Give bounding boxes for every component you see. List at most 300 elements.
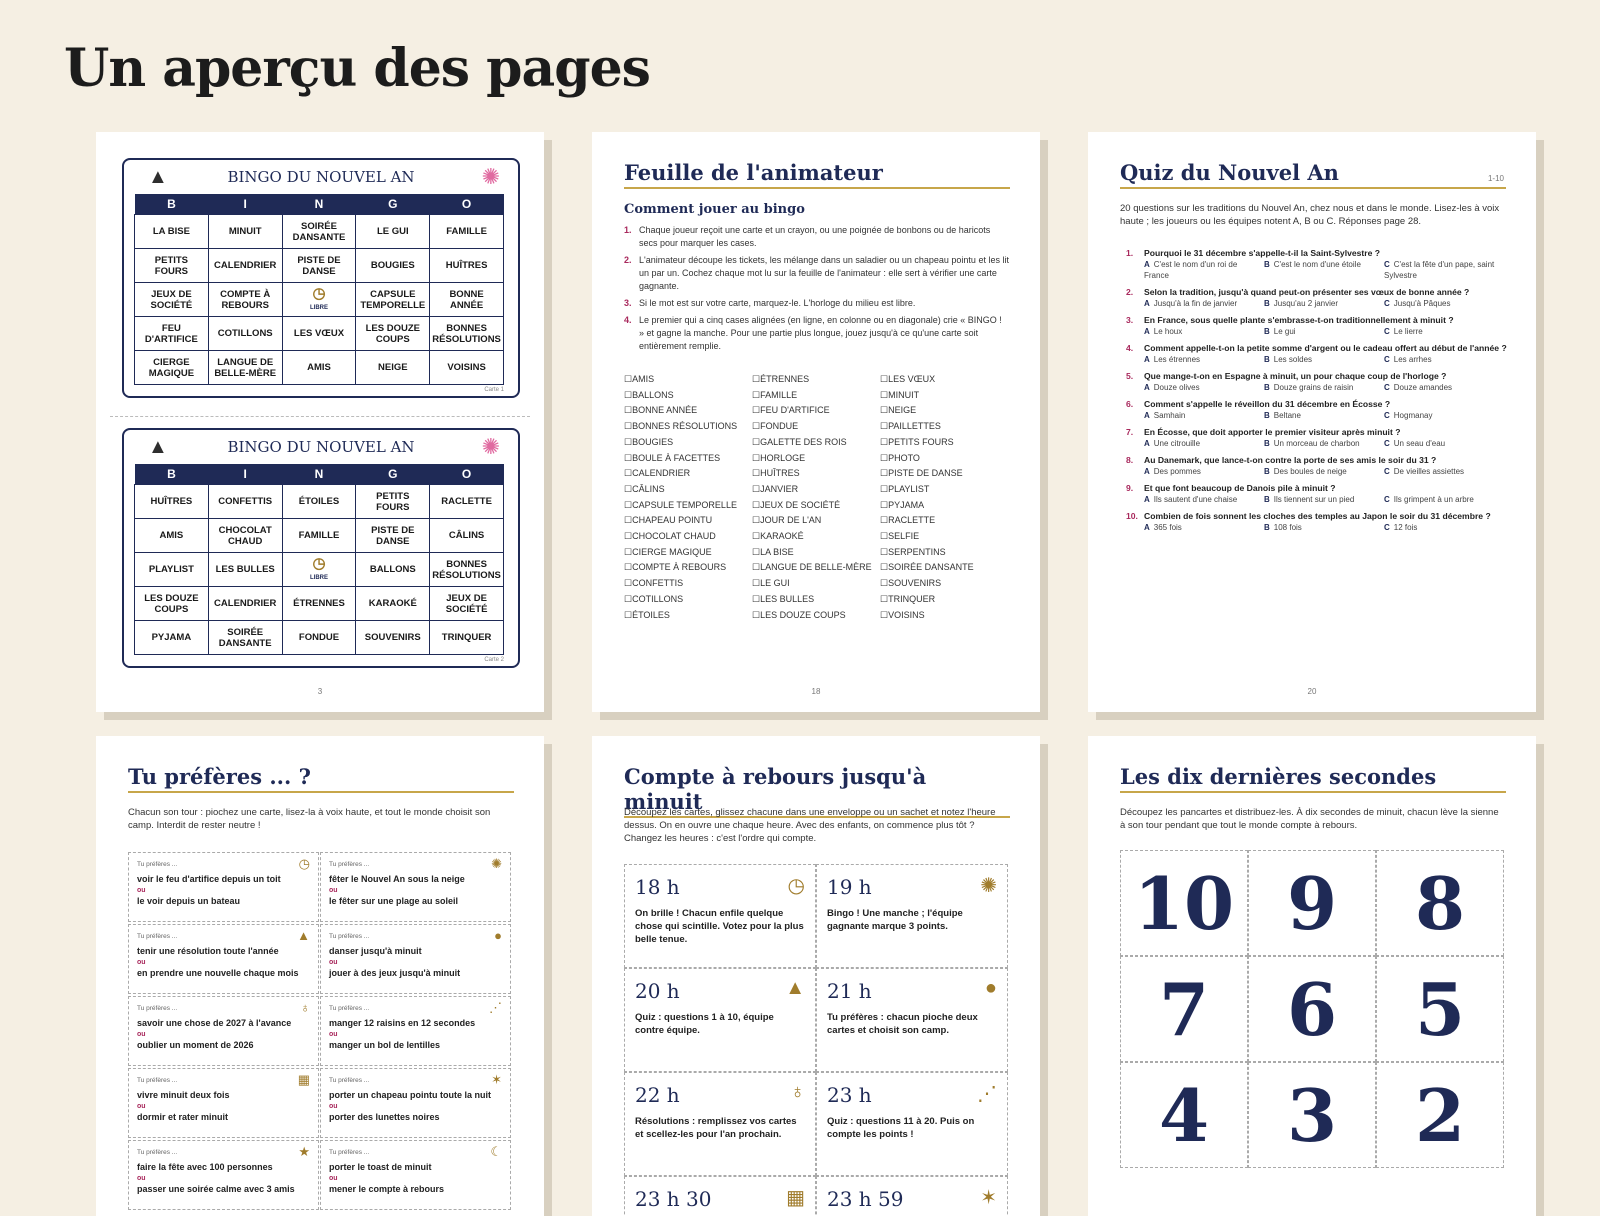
card-label: Tu préfères ... [329,1149,370,1156]
question-text [1120,287,1510,298]
option-letter: A [1144,383,1150,392]
instructions-list [624,224,1009,357]
card-label: Tu préfères ... [329,1005,370,1012]
option-letter: B [1264,523,1270,532]
number-signs [1120,850,1504,1216]
bingo-card-2 [122,428,520,668]
bingo-row [135,519,504,553]
bingo-cell: LA BISE [135,215,209,249]
bingo-cell: ÉTOILES [282,485,356,519]
instruction-step [624,254,1009,293]
firework-icon: ✺ [980,875,997,897]
checklist-word: ☐ CALENDRIER [624,466,737,482]
countdown-card [624,968,816,1072]
star-icon: ★ [298,1144,310,1159]
card-label: Tu préfères ... [329,933,370,940]
bingo-cell: AMIS [135,519,209,553]
option-b: mener le compte à rebours [329,1184,445,1194]
bingo-cell: RACLETTE [430,485,504,519]
or-label: ou [329,959,338,966]
question-number: 1. [1126,248,1134,258]
quiz-question [1120,399,1510,421]
animator-page [592,132,1040,712]
checklist-word: ☐ LES DOUZE COUPS [752,608,872,624]
checklist-word: ☐ CAPSULE TEMPORELLE [624,498,737,514]
calendar-icon: ▦ [786,1187,805,1209]
answer-options [1120,438,1510,449]
bingo-cell: LES DOUZE COUPS [135,587,209,621]
option-text: 365 fois [1153,523,1182,532]
clock-icon: ◷ [312,554,326,572]
countdown-number: 2 [1376,1062,1504,1168]
countdown-number: 6 [1248,956,1376,1062]
would-you-rather-card [320,924,511,994]
quiz-question [1120,315,1510,337]
or-label: ou [137,1103,146,1110]
question-number: 10. [1126,511,1138,521]
checklist-word: ☐ BONNES RÉSOLUTIONS [624,419,737,435]
option-letter: A [1144,299,1150,308]
option-text: Douze grains de raisin [1273,383,1354,392]
question-list [1120,248,1510,539]
option-letter: C [1384,260,1390,269]
card-text: Quiz : questions 1 à 10, équipe contre équipe. [635,1012,774,1036]
option-letter: C [1384,355,1390,364]
bingo-row [135,215,504,249]
countdown-page [592,736,1040,1216]
option-text: 12 fois [1393,523,1418,532]
question-number: 2. [1126,287,1134,297]
checklist-word: ☐ LA BISE [752,545,872,561]
quiz-question [1120,511,1510,533]
question-number: 4. [1126,343,1134,353]
bingo-cell: HUÎTRES [135,485,209,519]
option-letter: C [1384,327,1390,336]
answer-option [1384,466,1504,477]
clock-icon: ◷ [312,284,326,302]
option-text: Douze amandes [1393,383,1453,392]
option-text: C'est le nom d'une étoile [1273,260,1361,269]
question-number: 7. [1126,427,1134,437]
question-label: Comment appelle-t-on la petite somme d'argent ou le cadeau offert au début de l'année ? [1144,343,1507,353]
checklist-word: ☐ ÉTRENNES [752,372,872,388]
option-letter: B [1264,411,1270,420]
party-hat-icon: ▲ [148,166,168,188]
moon-icon: ☾ [490,1144,502,1159]
option-a: porter un chapeau pointu toute la nuit [329,1090,491,1100]
countdown-number: 4 [1120,1062,1248,1168]
checklist-word: ☐ BALLONS [624,388,737,404]
card-text: Résolutions : remplissez vos cartes et scellez-les pour l'an prochain. [635,1116,797,1140]
checklist-word: ☐ HUÎTRES [752,466,872,482]
answer-options [1120,298,1510,309]
bingo-cell: LE GUI [356,215,430,249]
or-label: ou [329,887,338,894]
would-you-rather-card [320,996,511,1066]
bingo-letter: O [430,464,504,485]
bingo-letter: G [356,464,430,485]
option-letter: A [1144,411,1150,420]
quiz-question [1120,287,1510,309]
card-text: Quiz : questions 11 à 20. Puis on compte les points ! [827,1116,975,1140]
card-hour: 19 h [827,875,872,899]
step-text: L'animateur découpe les tickets, les mélange dans un saladier ou un chapeau pointu et les lit un par un. Cochez chaque mot lu sur la feuille de l'animateur : elle sert à vérifier une carte gagnante. [639,255,1009,291]
bingo-row [135,587,504,621]
bingo-cell: FONDUE [282,621,356,655]
party-popper-icon: ⋰ [977,1083,997,1105]
quiz-question [1120,371,1510,393]
bingo-cell: TRINQUER [430,621,504,655]
section-title: Les dix dernières secondes [1120,764,1506,793]
page-number: 3 [317,687,323,696]
answer-options [1120,382,1510,393]
checklist-word: ☐ CIERGE MAGIQUE [624,545,737,561]
option-text: Jusqu'à la fin de janvier [1153,299,1238,308]
free-space [282,553,356,587]
section-title: Quiz du Nouvel An [1120,160,1506,189]
checklist-word: ☐ BOUGIES [624,435,737,451]
checklist-word: ☐ RACLETTE [880,513,974,529]
checklist-word: ☐ LES VŒUX [880,372,974,388]
bingo-cell: BONNE ANNÉE [430,283,504,317]
bingo-cell: FAMILLE [430,215,504,249]
firework-icon: ✺ [481,164,500,189]
quiz-page [1088,132,1536,712]
option-text: De vieilles assiettes [1393,467,1465,476]
would-you-rather-card [128,924,319,994]
or-label: ou [137,959,146,966]
option-letter: B [1264,260,1270,269]
card-text: On brille ! Chacun enfile quelque chose qui scintille. Votez pour la plus belle tenue. [635,908,804,945]
section-title: Compte à rebours jusqu'à minuit [624,764,1010,818]
instruction-step [624,297,1009,310]
option-letter: C [1384,495,1390,504]
question-label: Combien de fois sonnent les cloches des temples au Japon le soir du 31 décembre ? [1144,511,1491,521]
option-text: C'est le nom d'un roi de France [1144,260,1238,280]
champagne-glass-icon: ♁ [300,1000,310,1015]
would-you-rather-card [128,1068,319,1138]
or-label: ou [329,1175,338,1182]
bingo-cell: PETITS FOURS [135,249,209,283]
option-text: C'est la fête d'un pape, saint Sylvestre [1384,260,1495,280]
step-number: 3. [624,298,632,308]
bingo-cell: PETITS FOURS [356,485,430,519]
option-letter: B [1264,495,1270,504]
cut-line [110,416,530,417]
checklist-word: ☐ JEUX DE SOCIÉTÉ [752,498,872,514]
option-a: porter le toast de minuit [329,1162,432,1172]
option-letter: B [1264,439,1270,448]
countdown-card [624,864,816,968]
checklist-word: ☐ HORLOGE [752,451,872,467]
quiz-question [1120,483,1510,505]
question-range: 1-10 [1487,174,1504,183]
checklist-word: ☐ LANGUE DE BELLE-MÈRE [752,560,872,576]
question-number: 5. [1126,371,1134,381]
question-text [1120,315,1510,326]
option-letter: C [1384,439,1390,448]
countdown-cards [624,864,1008,1216]
answer-option [1264,259,1384,281]
option-b: manger un bol de lentilles [329,1040,441,1050]
question-label: Pourquoi le 31 décembre s'appelle-t-il la Saint-Sylvestre ? [1144,248,1381,258]
checklist-word: ☐ BONNE ANNÉE [624,403,737,419]
option-text: Les étrennes [1153,355,1201,364]
option-letter: A [1144,467,1150,476]
bingo-cell: LES DOUZE COUPS [356,317,430,351]
bingo-letter: N [282,194,356,215]
countdown-card [624,1072,816,1176]
checklist-word: ☐ LES BULLES [752,592,872,608]
answer-options [1120,494,1510,505]
answer-options [1120,466,1510,477]
checklist-word: ☐ VOISINS [880,608,974,624]
bingo-cell: KARAOKÉ [356,587,430,621]
step-text: Chaque joueur reçoit une carte et un crayon, ou une poignée de bonbons ou de haricots secs pour marquer les cases. [639,225,991,248]
countdown-number: 9 [1248,850,1376,956]
answer-options [1120,522,1510,533]
option-text: Une citrouille [1153,439,1201,448]
question-text [1120,248,1510,259]
question-label: Et que font beaucoup de Danois pile à minuit ? [1144,483,1336,493]
checklist-word: ☐ SELFIE [880,529,974,545]
countdown-card [816,1176,1008,1216]
answer-option [1384,494,1504,505]
answer-option [1144,522,1264,533]
checklist-word: ☐ AMIS [624,372,737,388]
option-letter: C [1384,383,1390,392]
answer-option [1264,354,1384,365]
option-text: Douze olives [1153,383,1200,392]
option-letter: A [1144,495,1150,504]
countdown-card [816,968,1008,1072]
answer-option [1144,326,1264,337]
bingo-cell: HUÎTRES [430,249,504,283]
bingo-row [135,621,504,655]
countdown-number: 3 [1248,1062,1376,1168]
question-text [1120,455,1510,466]
answer-option [1144,259,1264,281]
checklist-word: ☐ PETITS FOURS [880,435,974,451]
section-subtitle: Comment jouer au bingo [624,202,805,217]
answer-option [1144,382,1264,393]
option-text: Les arrhes [1393,355,1432,364]
bingo-card-1 [122,158,520,398]
free-space [282,283,356,317]
answer-option [1384,326,1504,337]
answer-option [1384,354,1504,365]
option-letter: C [1384,467,1390,476]
option-letter: A [1144,355,1150,364]
option-b: porter des lunettes noires [329,1112,440,1122]
bingo-row [135,485,504,519]
bingo-cell: LES BULLES [208,553,282,587]
bingo-grid [134,464,504,655]
instruction-step [624,314,1009,353]
option-text: 108 fois [1273,523,1302,532]
question-text [1120,399,1510,410]
option-b: jouer à des jeux jusqu'à minuit [329,968,461,978]
bingo-letter: O [430,194,504,215]
bingo-cell: CAPSULE TEMPORELLE [356,283,430,317]
question-text [1120,511,1510,522]
checklist-word: ☐ LE GUI [752,576,872,592]
card-hour: 18 h [635,875,680,899]
card-label: Tu préfères ... [137,933,178,940]
bingo-letter: I [208,464,282,485]
checklist-word: ☐ ÉTOILES [624,608,737,624]
answer-option [1144,494,1264,505]
intro-text: Découpez les cartes, glissez chacune dans une enveloppe ou un sachet et notez l'heure dessus. On en ouvre une chaque heure. Avec des enfants, on commence plus tôt ? Changez les heures : c'est l'ordre qui compte. [624,807,996,844]
bingo-cell: FAMILLE [282,519,356,553]
answer-option [1264,326,1384,337]
option-b: en prendre une nouvelle chaque mois [137,968,299,978]
section-title: Tu préfères ... ? [128,764,514,793]
option-text: Jusqu'à Pâques [1393,299,1451,308]
option-text: Un seau d'eau [1393,439,1446,448]
answer-option [1384,298,1504,309]
question-label: En France, sous quelle plante s'embrasse-t-on traditionnellement à minuit ? [1144,315,1454,325]
answer-option [1144,438,1264,449]
option-text: Ils tiennent sur un pied [1273,495,1355,504]
bingo-letter: B [135,464,209,485]
bingo-cell: COTILLONS [208,317,282,351]
card-hour: 22 h [635,1083,680,1107]
would-you-rather-card [128,852,319,922]
option-a: danser jusqu'à minuit [329,946,422,956]
bingo-cell: ÉTRENNES [282,587,356,621]
bingo-cell: CIERGE MAGIQUE [135,351,209,385]
page-number: 18 [811,687,821,696]
option-letter: A [1144,439,1150,448]
free-label: LIBRE [309,574,328,581]
bingo-cell: NEIGE [356,351,430,385]
bingo-cell: JEUX DE SOCIÉTÉ [430,587,504,621]
bingo-grid [134,194,504,385]
option-a: voir le feu d'artifice depuis un toit [137,874,281,884]
checklist-word: ☐ CHOCOLAT CHAUD [624,529,737,545]
option-text: Le houx [1153,327,1183,336]
bingo-cell: CONFETTIS [208,485,282,519]
bingo-cell: SOIRÉE DANSANTE [208,621,282,655]
clock-icon: ◷ [298,856,310,871]
checklist-word: ☐ PISTE DE DANSE [880,466,974,482]
checklist-word: ☐ CHAPEAU POINTU [624,513,737,529]
card-label: Tu préfères ... [137,1077,178,1084]
bingo-cell: PYJAMA [135,621,209,655]
bingo-cell: LES VŒUX [282,317,356,351]
option-letter: B [1264,299,1270,308]
bingo-cell: AMIS [282,351,356,385]
card-label: Carte 1 [484,387,504,393]
answer-option [1384,382,1504,393]
answer-options [1120,326,1510,337]
checklist-word: ☐ TRINQUER [880,592,974,608]
would-you-rather-card [320,852,511,922]
bingo-letter: G [356,194,430,215]
would-you-rather-page [96,736,544,1216]
party-popper-icon: ⋰ [489,1000,502,1015]
answer-option [1264,298,1384,309]
bingo-cell: BALLONS [356,553,430,587]
option-letter: A [1144,523,1150,532]
option-text: Les soldes [1273,355,1313,364]
checklist-word: ☐ PYJAMA [880,498,974,514]
step-number: 4. [624,315,632,325]
checklist-word: ☐ CONFETTIS [624,576,737,592]
intro-text: Découpez les pancartes et distribuez-les. À dix secondes de minuit, chacun lève la sienne à son tour pendant que tout le monde compte à rebours. [1120,807,1499,831]
bingo-cell: CALENDRIER [208,587,282,621]
countdown-number: 7 [1120,956,1248,1062]
option-a: vivre minuit deux fois [137,1090,230,1100]
question-number: 9. [1126,483,1134,493]
step-number: 1. [624,225,632,235]
option-text: Des boules de neige [1273,467,1347,476]
page-title: Un aperçu des pages [64,38,650,99]
option-letter: B [1264,327,1270,336]
card-label: Tu préfères ... [329,861,370,868]
option-letter: C [1384,523,1390,532]
option-text: Samhain [1153,411,1186,420]
answer-option [1384,522,1504,533]
option-b: le fêter sur une plage au soleil [329,896,459,906]
card-hour: 23 h [827,1083,872,1107]
countdown-number: 8 [1376,850,1504,956]
checklist-word: ☐ COTILLONS [624,592,737,608]
option-letter: A [1144,260,1150,269]
question-text [1120,343,1510,354]
clock-icon: ◷ [787,875,805,897]
bingo-cell: LANGUE DE BELLE-MÈRE [208,351,282,385]
checklist-word: ☐ PHOTO [880,451,974,467]
free-label: LIBRE [309,304,328,311]
question-label: Au Danemark, que lance-t-on contre la porte de ses amis le soir du 31 ? [1144,455,1437,465]
quiz-question [1120,248,1510,281]
bingo-title: BINGO DU NOUVEL AN [227,168,415,186]
option-letter: C [1384,411,1390,420]
bingo-cell: PISTE DE DANSE [356,519,430,553]
section-title: Feuille de l'animateur [624,160,1010,189]
bingo-row [135,317,504,351]
checklist-word: ☐ FAMILLE [752,388,872,404]
question-label: Selon la tradition, jusqu'à quand peut-on présenter ses vœux de bonne année ? [1144,287,1470,297]
party-hat-icon: ▲ [297,928,310,943]
calendar-icon: ▦ [297,1072,310,1087]
answer-option [1384,259,1504,281]
countdown-card [816,864,1008,968]
bingo-letter: B [135,194,209,215]
option-a: faire la fête avec 100 personnes [137,1162,273,1172]
countdown-number: 5 [1376,956,1504,1062]
answer-option [1384,438,1504,449]
checklist-word: ☐ FONDUE [752,419,872,435]
card-label: Tu préfères ... [137,1149,178,1156]
step-text: Le premier qui a cinq cases alignées (en ligne, en colonne ou en diagonale) crie « BINGO ! » et gagne la manche. Pour une partie plus longue, jouez jusqu'à ce qu'une carte soit entièrement remplie. [639,315,1002,351]
bingo-cell: CHOCOLAT CHAUD [208,519,282,553]
option-a: fêter le Nouvel An sous la neige [329,874,465,884]
checklist-word: ☐ PAILLETTES [880,419,974,435]
bingo-cell: BOUGIES [356,249,430,283]
would-you-rather-card [128,996,319,1066]
bingo-cell: SOIRÉE DANSANTE [282,215,356,249]
option-a: tenir une résolution toute l'année [137,946,279,956]
intro-text: Chacun son tour : piochez une carte, lisez-la à voix haute, et tout le monde choisit son camp. Interdit de rester neutre ! [128,807,491,831]
bingo-title: BINGO DU NOUVEL AN [227,438,415,456]
sparkler-icon: ✶ [491,1072,502,1087]
bingo-cell: COMPTE À REBOURS [208,283,282,317]
answer-option [1264,522,1384,533]
option-text: Le lierre [1393,327,1423,336]
